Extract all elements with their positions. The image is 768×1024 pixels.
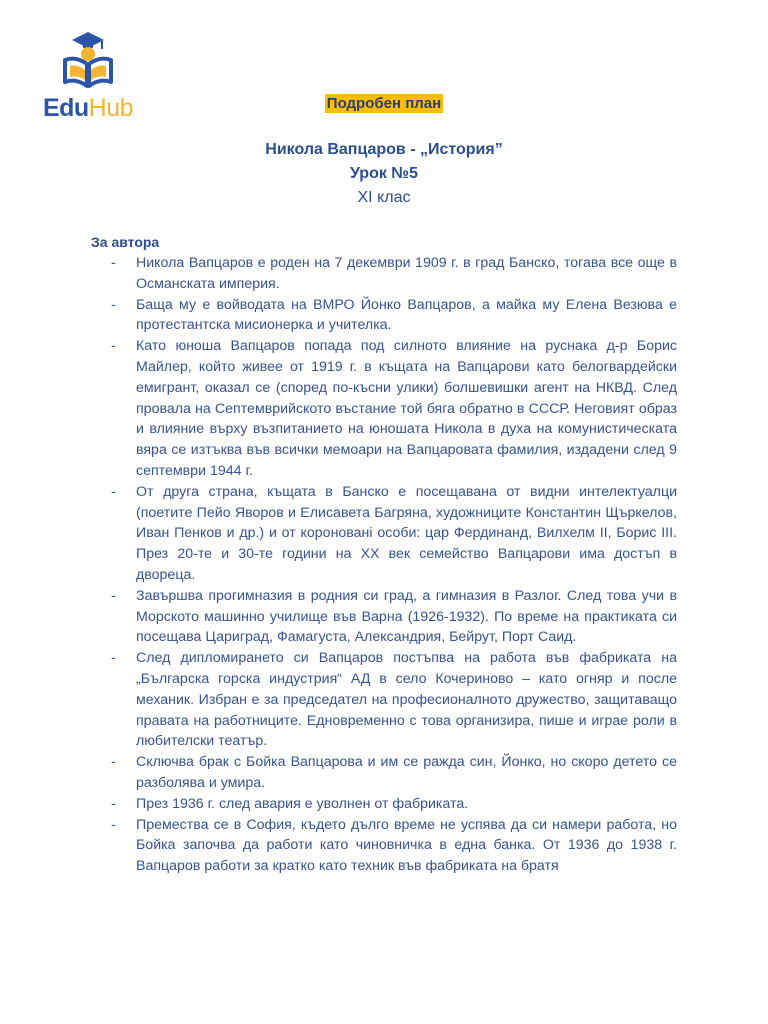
bullet-text: Баща му е войводата на ВМРО Йонко Вапцаров, а майка му Елена Везюва е протестантска мисионерка и учителка. xyxy=(136,296,677,334)
logo-hub: Hub xyxy=(88,94,134,122)
bullet-item: - Завършва прогимназия в родния си град, а гимназия в Разлог. След това учи в Морското машинно училище във Варна (1926-1932). По време на практиката си посещава Цариград, Фамагуста, Александрия, Бейрут, Порт Саид. xyxy=(111,587,677,646)
document-title: Никола Вапцаров - „История” xyxy=(265,141,503,158)
graduate-book-icon xyxy=(38,30,138,92)
bullet-item: - Като юноша Вапцаров попада под силното влияние на руснака д-р Борис Майлер, който живее от 1919 г. в къщата на Вапцарови като белогвардейски емигрант, оказал се (според по-късни улики) болшевишки агент на НКВД. След провала на Септемврийското въстание той бяга обратно в СССР. Неговият образ и влияние върху възпитанието на юношата Никола в духа на комунистическата вяра се изтъква във всички мемоари на Вапцаровата фамилия, издадени след 9 септември 1944 г. xyxy=(111,338,677,479)
bullet-item: - От друга страна, къщата в Банско е посещавана от видни интелектуалци (поетите Пейо Яворов и Елисавета Багряна, художниците Константин Щъркелов, Иван Пенков и др.) и от коронованi особи: цар Фердинанд, Вилхелм II, Борис III. През 20-те и 30-те години на XX век семейство Вапцарови има достъп в двореца. xyxy=(111,483,677,583)
logo-edu: Edu xyxy=(42,94,89,122)
bullet-item: - През 1936 г. след авария е уволнен от фабриката. xyxy=(111,795,469,812)
grade-label: XI клас xyxy=(357,189,411,206)
bullet-text: Никола Вапцаров е роден на 7 декември 1909 г. в град Банско, тогава все още в Османската империя. xyxy=(136,255,677,292)
bullet-text: Като юноша Вапцаров попада под силното влияние на руснака д-р Борис Майлер, който живее от 1919 г. в къщата на Вапцарови като белогвардейски емигрант, оказал се (според по-късни улики) болшевишки агент на НКВД. След провала на Септемврийското въстание той бяга обратно в СССР. Неговият образ и влияние върху възпитанието на юношата Никола в духа на комунистическата вяра се изтъква във всички мемоари на Вапцаровата фамилия, издадени след 9 септември 1944 г. xyxy=(136,338,677,479)
bullet-item: - След дипломирането си Вапцаров постъпва на работа във фабриката на „Българска горска индустрия“ АД в село Кочериново – като огняр и после механик. Избран е за председател на професионалното дружество, защитаващо правата на работниците. Едновременно с това организира, пише и играе роли в любителски театър. xyxy=(111,650,677,750)
bullet-text: След дипломирането си Вапцаров постъпва на работа във фабриката на „Българска горска индустрия“ АД в село Кочериново – като огняр и после механик. Избран е за председател на професионалното дружество, защитаващо правата на работниците. Едновременно с това организира, пише и играе роли в любителски театър. xyxy=(136,650,677,750)
bullet-list xyxy=(91,253,677,877)
bullet-text: През 1936 г. след авария е уволнен от фабриката. xyxy=(136,795,469,812)
bullet-item: - Сключва брак с Бойка Вапцарова и им се ражда син, Йонко, но скоро детето се разболява и умира. xyxy=(111,754,677,791)
lesson-number: Урок №5 xyxy=(349,165,419,182)
plan-highlight: Подробен план xyxy=(326,95,442,112)
bullet-item: - Премества се в София, където дълго време не успява да си намери работа, но Бойка започва да работи като чиновничка в една банка. От 1936 до 1938 г. Вапцаров работи за кратко като техник във фабриката на братя xyxy=(111,816,677,875)
section-title: За автора xyxy=(91,234,160,250)
plan-label xyxy=(0,94,768,114)
bullet-text: От друга страна, къщата в Банско е посещавана от видни интелектуалци (поетите Пейо Яворов и Елисавета Багряна, художниците Константин Щъркелов, Иван Пенков и др.) и от коронованi особи: цар Фердинанд, Вилхелм II, Борис III. През 20-те и 30-те години на XX век семейство Вапцарови има достъп в двореца. xyxy=(136,483,677,583)
bullet-item: - Никола Вапцаров е роден на 7 декември 1909 г. в град Банско, тогава все още в Османската империя. xyxy=(111,255,677,292)
bullet-text: Премества се в София, където дълго време не успява да си намери работа, но Бойка започва да работи като чиновничка в една банка. От 1936 до 1938 г. Вапцаров работи за кратко като техник във фабриката на братя xyxy=(136,816,677,875)
bullet-item: - Баща му е войводата на ВМРО Йонко Вапцаров, а майка му Елена Везюва е протестантска мисионерка и учителка. xyxy=(111,296,677,334)
bullet-text: Завършва прогимназия в родния си град, а гимназия в Разлог. След това учи в Морското машинно училище във Варна (1926-1932). По време на практиката си посещава Цариград, Фамагуста, Александрия, Бейрут, Порт Саид. xyxy=(136,587,677,646)
bullet-text: Сключва брак с Бойка Вапцарова и им се ражда син, Йонко, но скоро детето се разболява и умира. xyxy=(136,754,677,791)
